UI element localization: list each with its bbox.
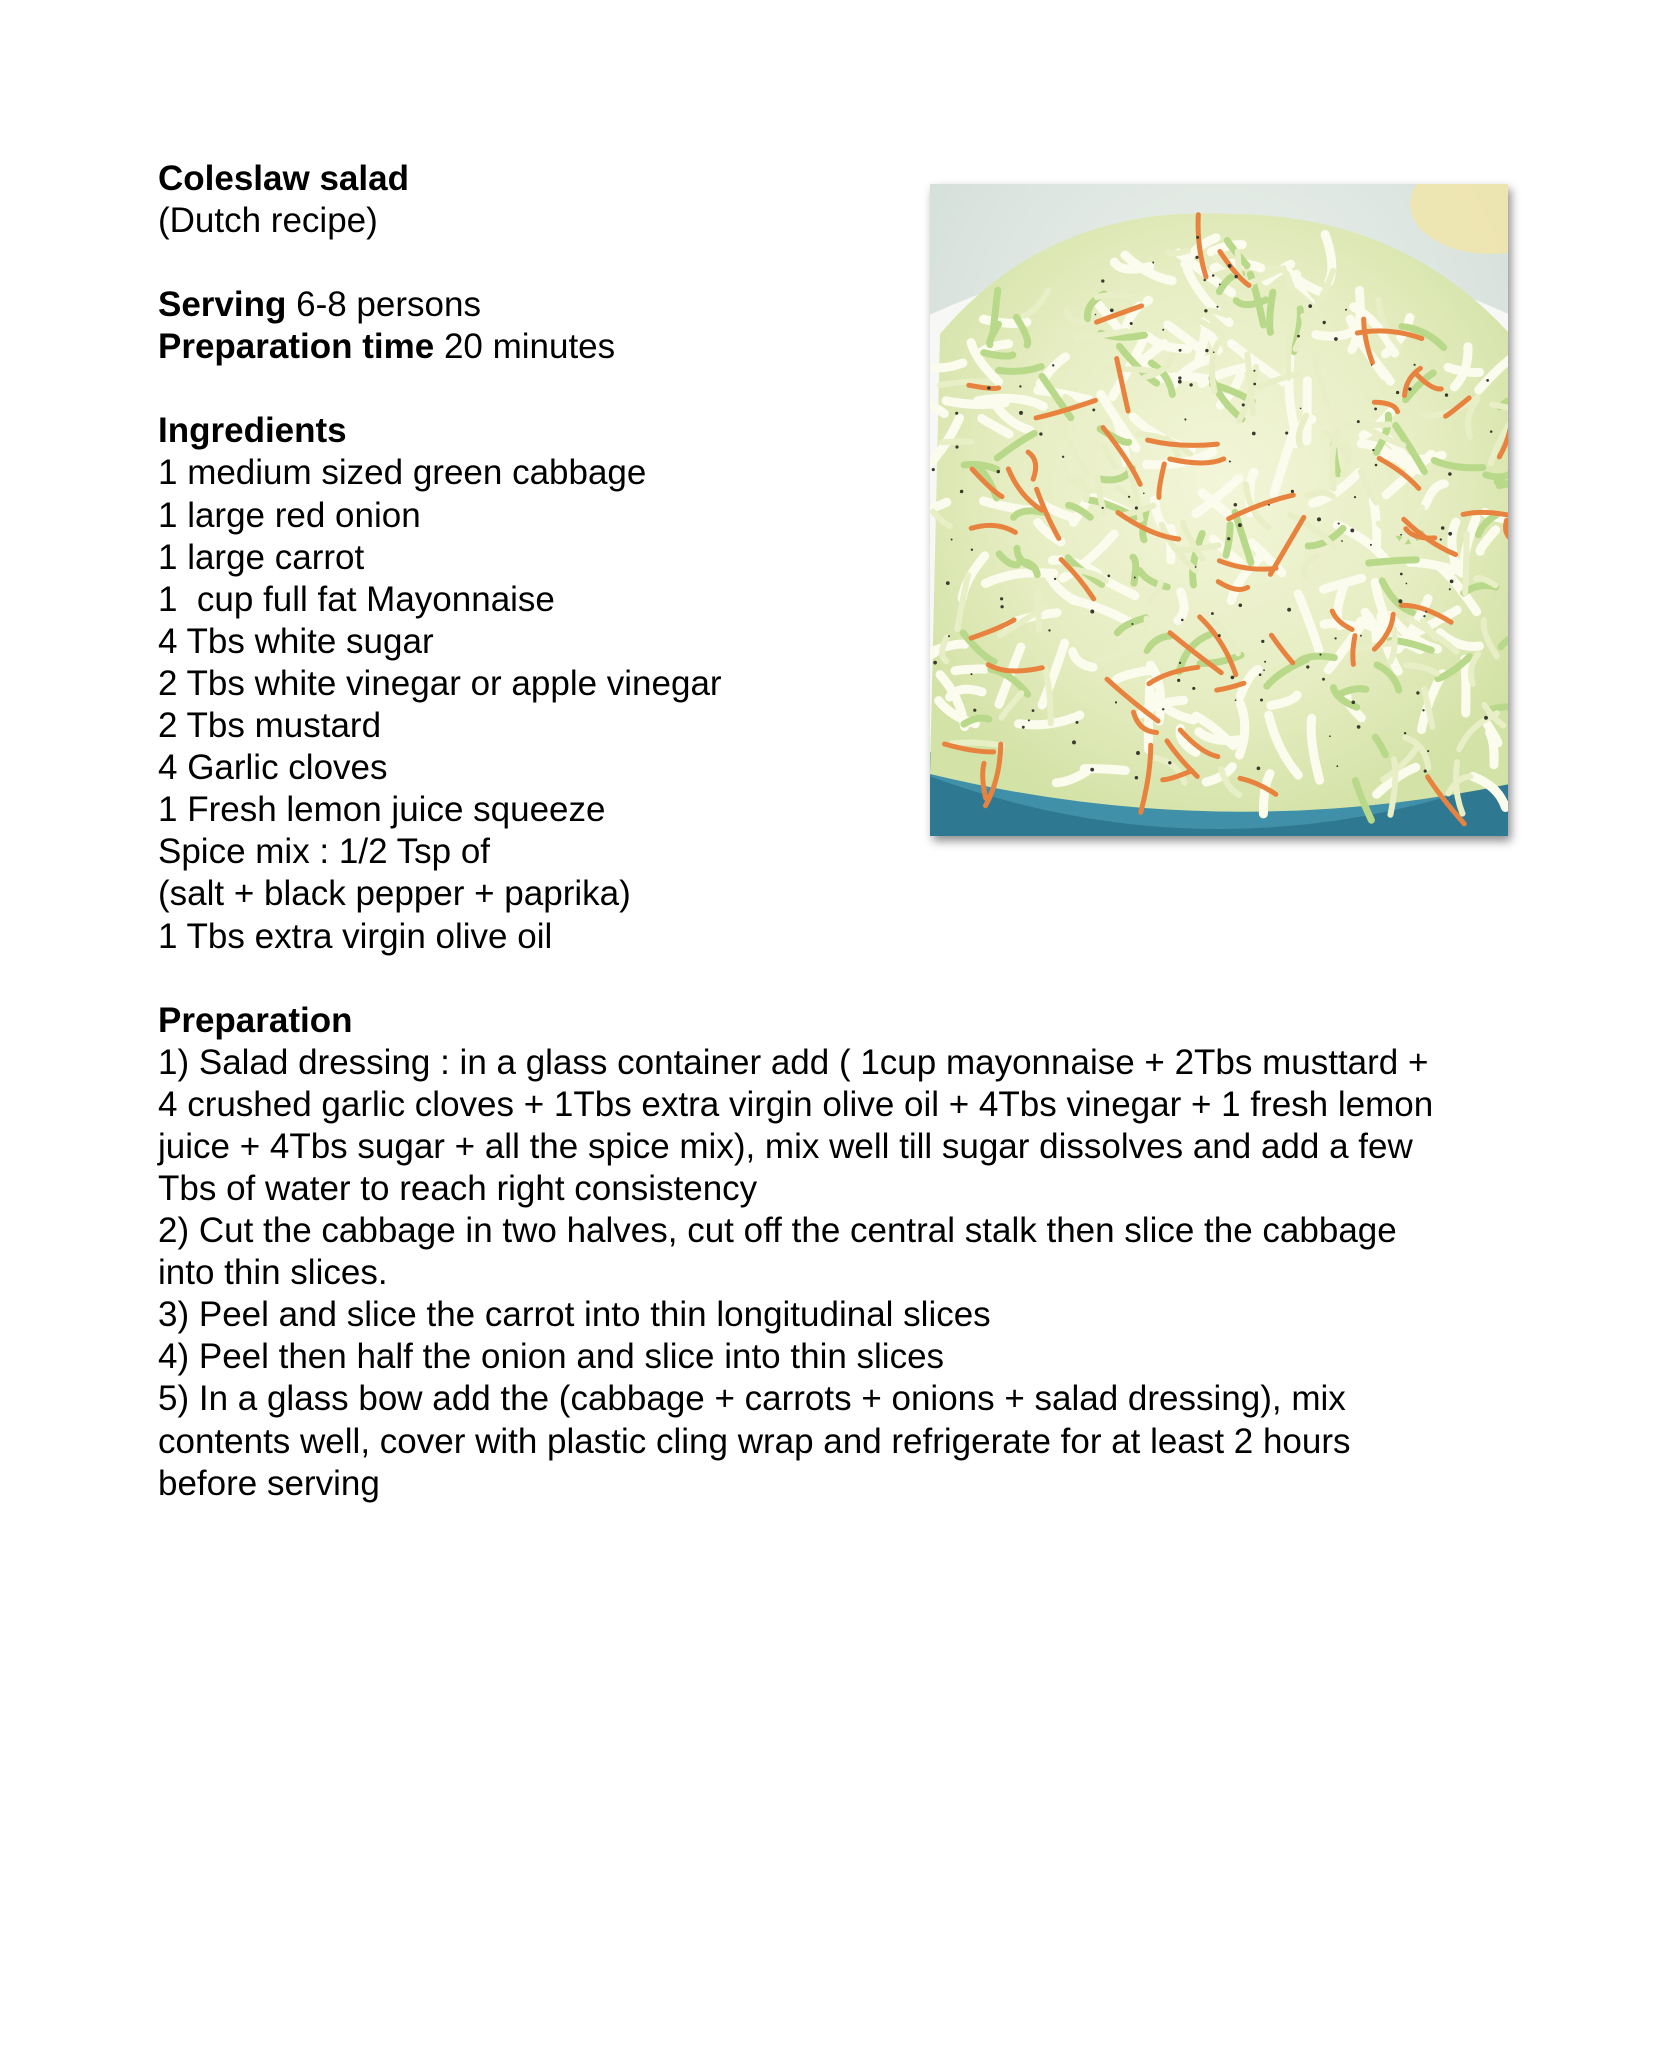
- pepper-speck: [1329, 735, 1331, 737]
- ingredient-item: 1 large carrot: [158, 537, 365, 577]
- cabbage-shred: [955, 669, 985, 671]
- pepper-speck: [1115, 701, 1117, 703]
- pepper-speck: [1179, 349, 1182, 352]
- pepper-speck: [1019, 411, 1023, 415]
- carrot-shred: [983, 763, 986, 798]
- cabbage-shred: [952, 743, 1003, 746]
- pepper-speck: [1181, 619, 1184, 622]
- ingredient-item: 1 Tbs extra virgin olive oil: [158, 916, 553, 956]
- pepper-speck: [1048, 629, 1050, 631]
- pepper-speck: [1486, 379, 1489, 382]
- pepper-speck: [1396, 391, 1399, 394]
- pepper-speck: [1374, 407, 1377, 410]
- prep-time-value: 20 minutes: [443, 327, 616, 367]
- pepper-speck: [1354, 496, 1356, 498]
- pepper-speck: [1440, 538, 1442, 540]
- ingredient-item: 1 Fresh lemon juice squeeze: [158, 790, 606, 830]
- ingredient-item: 1 large red onion: [158, 495, 421, 535]
- cabbage-shred: [993, 290, 998, 333]
- pepper-speck: [1400, 534, 1402, 536]
- cabbage-shred: [1288, 329, 1290, 378]
- pepper-speck: [1239, 604, 1243, 608]
- pepper-speck: [1212, 274, 1215, 277]
- prep-time-label: Preparation time: [158, 327, 435, 367]
- pepper-speck: [1143, 492, 1145, 494]
- pepper-speck: [1253, 383, 1256, 386]
- pepper-speck: [1398, 599, 1402, 603]
- pepper-speck: [1216, 306, 1218, 308]
- pepper-speck: [1445, 393, 1448, 396]
- pepper-speck: [1238, 523, 1242, 527]
- pepper-speck: [1441, 526, 1445, 530]
- pepper-speck: [1090, 768, 1094, 772]
- pepper-speck: [1028, 719, 1030, 721]
- preparation-heading: Preparation: [158, 1000, 353, 1040]
- ingredient-item: 4 Tbs white sugar: [158, 621, 434, 661]
- pepper-speck: [1196, 236, 1199, 239]
- ingredient-item: 2 Tbs white vinegar or apple vinegar: [158, 663, 722, 703]
- pepper-speck: [1177, 679, 1180, 682]
- ingredient-item: 2 Tbs mustard: [158, 706, 382, 746]
- pepper-speck: [1195, 566, 1197, 568]
- pepper-speck: [1135, 776, 1138, 779]
- preparation-line: 1) Salad dressing : in a glass container add ( 1cup mayonnaise + 2Tbs musttard +: [158, 1042, 1429, 1082]
- cabbage-shred: [1240, 703, 1245, 755]
- pepper-speck: [1338, 523, 1340, 525]
- pepper-speck: [951, 539, 953, 541]
- pepper-speck: [1306, 665, 1309, 668]
- coleslaw-bowl-illustration: [930, 184, 1508, 836]
- pepper-speck: [1134, 577, 1136, 579]
- pepper-speck: [1406, 583, 1408, 585]
- pepper-speck: [1490, 430, 1493, 433]
- ingredient-item: 1 medium sized green cabbage: [158, 453, 647, 493]
- pepper-speck: [1285, 431, 1288, 434]
- cabbage-shred: [1168, 251, 1188, 254]
- cabbage-shred: [1133, 557, 1136, 583]
- carrot-shred: [1353, 636, 1355, 665]
- pepper-speck: [1253, 370, 1255, 372]
- pepper-speck: [1449, 588, 1451, 590]
- pepper-speck: [1179, 662, 1181, 664]
- cabbage-shred: [1452, 522, 1457, 569]
- pepper-speck: [1413, 364, 1415, 366]
- pepper-speck: [1291, 490, 1294, 493]
- pepper-speck: [955, 445, 958, 448]
- pepper-speck: [1350, 528, 1354, 532]
- pepper-speck: [1110, 308, 1114, 312]
- pepper-speck: [1322, 678, 1325, 681]
- pepper-speck: [1422, 709, 1424, 711]
- pepper-speck: [1219, 284, 1221, 286]
- preparation-line: juice + 4Tbs sugar + all the spice mix), mix well till sugar dissolves and add a few: [158, 1126, 1413, 1166]
- cabbage-shred: [1105, 369, 1155, 371]
- pepper-speck: [1357, 420, 1360, 423]
- pepper-speck: [1336, 765, 1338, 767]
- preparation-line: 3) Peel and slice the carrot into thin longitudinal slices: [158, 1295, 991, 1335]
- preparation-steps: [158, 1042, 1518, 1505]
- pepper-speck: [948, 635, 950, 637]
- pepper-speck: [973, 709, 976, 712]
- pepper-speck: [1076, 721, 1079, 724]
- pepper-speck: [1101, 279, 1104, 282]
- pepper-speck: [1408, 387, 1411, 390]
- preparation-line: Tbs of water to reach right consistency: [158, 1168, 758, 1208]
- pepper-speck: [1192, 687, 1195, 690]
- pepper-speck: [1371, 364, 1373, 366]
- pepper-speck: [1189, 383, 1192, 386]
- pepper-speck: [1372, 449, 1374, 451]
- pepper-speck: [1032, 709, 1035, 712]
- pepper-speck: [1178, 380, 1182, 384]
- pepper-speck: [1022, 726, 1025, 729]
- pepper-speck: [1231, 676, 1235, 680]
- pepper-speck: [1213, 351, 1215, 353]
- pepper-speck: [1416, 691, 1419, 694]
- pepper-speck: [1242, 403, 1245, 406]
- pepper-speck: [1095, 314, 1097, 316]
- pepper-speck: [1448, 472, 1452, 476]
- pepper-speck: [1263, 669, 1265, 671]
- pepper-speck: [1135, 506, 1138, 509]
- pepper-speck: [960, 490, 963, 493]
- pepper-speck: [1229, 461, 1231, 463]
- preparation-line: 4) Peel then half the onion and slice into thin slices: [158, 1337, 945, 1377]
- pepper-speck: [1195, 256, 1198, 259]
- pepper-speck: [1205, 349, 1208, 352]
- pepper-speck: [1448, 532, 1452, 536]
- pepper-speck: [1228, 264, 1232, 268]
- pepper-speck: [1107, 575, 1110, 578]
- pepper-speck: [1423, 615, 1425, 617]
- ingredients-heading: Ingredients: [158, 411, 347, 451]
- pepper-speck: [1130, 322, 1133, 325]
- pepper-speck: [1300, 408, 1302, 410]
- pepper-speck: [1128, 496, 1130, 498]
- pepper-speck: [1052, 364, 1054, 366]
- cabbage-shred: [942, 442, 971, 443]
- pepper-speck: [1257, 766, 1261, 770]
- pepper-speck: [1000, 605, 1003, 608]
- pepper-speck: [1484, 716, 1488, 720]
- serving-label: Serving: [158, 285, 287, 325]
- pepper-speck: [987, 386, 991, 390]
- pepper-speck: [946, 581, 950, 585]
- pepper-speck: [1323, 321, 1326, 324]
- preparation-line: contents well, cover with plastic cling wrap and refrigerate for at least 2 hours: [158, 1421, 1351, 1461]
- recipe-title: Coleslaw salad: [158, 159, 409, 198]
- pepper-speck: [1227, 537, 1230, 540]
- pepper-speck: [1268, 504, 1270, 506]
- pepper-speck: [1319, 654, 1321, 656]
- pepper-speck: [971, 549, 973, 551]
- ingredient-item: Spice mix : 1/2 Tsp of: [158, 832, 491, 872]
- pepper-speck: [1131, 623, 1133, 625]
- preparation-line: 5) In a glass bow add the (cabbage + carrots + onions + salad dressing), mix: [158, 1379, 1346, 1419]
- pepper-speck: [1260, 699, 1263, 702]
- pepper-speck: [1211, 612, 1214, 615]
- pepper-speck: [1297, 335, 1300, 338]
- pepper-speck: [1264, 661, 1266, 663]
- pepper-speck: [1334, 337, 1338, 341]
- pepper-speck: [1178, 376, 1181, 379]
- pepper-speck: [1357, 725, 1361, 729]
- pepper-speck: [1287, 608, 1291, 612]
- pepper-speck: [1351, 700, 1355, 704]
- pepper-speck: [997, 470, 1000, 473]
- pepper-speck: [1162, 708, 1164, 710]
- pepper-speck: [1360, 635, 1362, 637]
- preparation-line: 2) Cut the cabbage in two halves, cut off the central stalk then slice the cabbage: [158, 1211, 1397, 1251]
- cabbage-shred: [1490, 732, 1495, 765]
- pepper-speck: [1235, 699, 1237, 701]
- cabbage-shred: [930, 363, 963, 368]
- pepper-speck: [1259, 673, 1262, 676]
- pepper-speck: [1102, 507, 1104, 509]
- ingredient-item: 4 Garlic cloves: [158, 748, 388, 788]
- pepper-speck: [1090, 610, 1094, 614]
- cabbage-shred: [1486, 473, 1508, 477]
- serving-value: 6-8 persons: [296, 285, 481, 325]
- pepper-speck: [1054, 578, 1056, 580]
- pepper-speck: [1261, 640, 1264, 643]
- pepper-speck: [1375, 464, 1378, 467]
- pepper-speck: [1019, 385, 1021, 387]
- cabbage-shred: [1270, 292, 1273, 332]
- pepper-speck: [1204, 279, 1206, 281]
- cabbage-shred: [1490, 707, 1508, 711]
- pepper-speck: [1092, 408, 1095, 411]
- pepper-speck: [1370, 544, 1372, 546]
- pepper-speck: [1184, 418, 1186, 420]
- pepper-speck: [1308, 304, 1312, 308]
- pepper-speck: [1450, 580, 1454, 584]
- pepper-speck: [1168, 761, 1171, 764]
- pepper-speck: [970, 673, 972, 675]
- pepper-speck: [1136, 751, 1140, 755]
- pepper-speck: [1235, 275, 1238, 278]
- pepper-speck: [1000, 597, 1003, 600]
- preparation-line: before serving: [158, 1463, 380, 1503]
- pepper-speck: [933, 661, 937, 665]
- pepper-speck: [1204, 309, 1207, 312]
- pepper-speck: [955, 412, 958, 415]
- pepper-speck: [1218, 634, 1221, 637]
- cabbage-shred: [1465, 534, 1467, 593]
- pepper-speck: [1425, 611, 1427, 613]
- pepper-speck: [1404, 732, 1406, 734]
- pepper-speck: [1427, 750, 1429, 752]
- cabbage-shred: [1038, 593, 1039, 630]
- pepper-speck: [1334, 637, 1336, 639]
- coleslaw-photo: [930, 184, 1508, 836]
- pepper-speck: [932, 468, 935, 471]
- pepper-speck: [1252, 432, 1256, 436]
- preparation-line: into thin slices.: [158, 1253, 388, 1293]
- preparation-line: 4 crushed garlic cloves + 1Tbs extra virgin olive oil + 4Tbs vinegar + 1 fresh lemon: [158, 1084, 1434, 1124]
- pepper-speck: [1424, 770, 1427, 773]
- ingredient-item: 1 cup full fat Mayonnaise: [158, 579, 555, 619]
- ingredient-item: (salt + black pepper + paprika): [158, 874, 631, 914]
- pepper-speck: [1062, 456, 1064, 458]
- pepper-speck: [1345, 309, 1347, 311]
- pepper-speck: [1039, 432, 1042, 435]
- pepper-speck: [1341, 540, 1343, 542]
- pepper-speck: [1072, 740, 1076, 744]
- cabbage-shred: [984, 353, 1013, 356]
- pepper-speck: [1317, 517, 1321, 521]
- pepper-speck: [1152, 262, 1154, 264]
- cabbage-shred: [1369, 560, 1417, 563]
- recipe-subtitle: (Dutch recipe): [158, 201, 378, 241]
- cabbage-shred: [1465, 659, 1466, 713]
- pepper-speck: [1162, 329, 1164, 331]
- pepper-speck: [1234, 503, 1238, 507]
- pepper-speck: [1400, 573, 1403, 576]
